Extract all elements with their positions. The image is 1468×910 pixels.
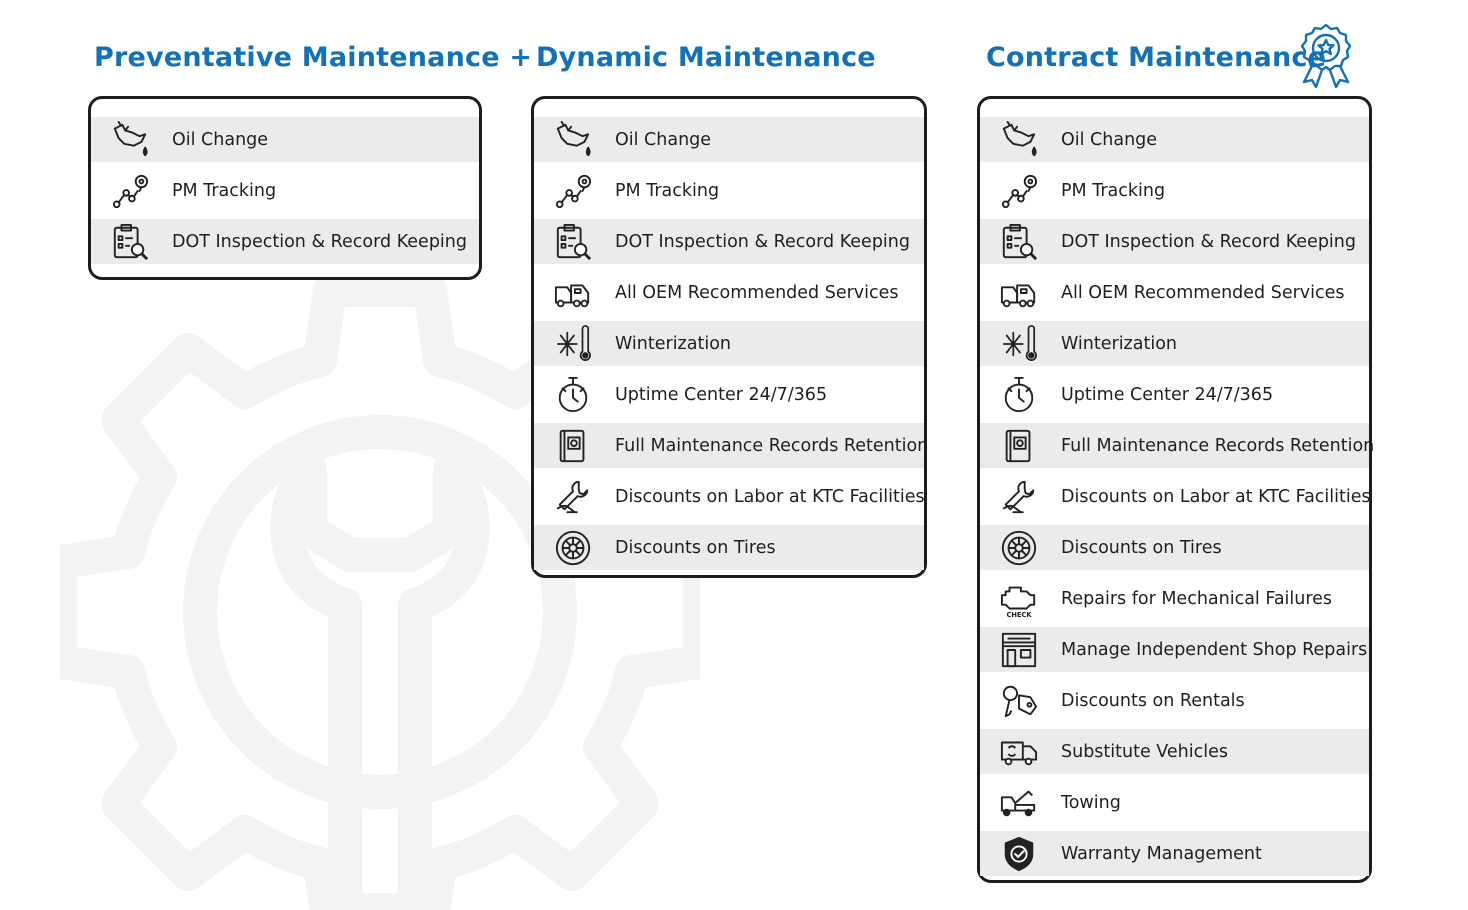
- list-item-label: All OEM Recommended Services: [615, 282, 899, 303]
- oil-can-icon: [1000, 121, 1038, 159]
- list-item: [980, 117, 1369, 162]
- oil-can-icon: [554, 121, 592, 159]
- list-item-label: Oil Change: [172, 129, 269, 150]
- tire-icon: [554, 529, 592, 567]
- plan-panel-dynamic: [531, 96, 927, 578]
- clipboard-search-icon: [111, 223, 149, 261]
- plan-title-contract: Contract Maintenance: [986, 42, 1327, 73]
- list-item-label: Discounts on Rentals: [1061, 690, 1245, 711]
- list-item-label: Winterization: [615, 333, 731, 354]
- list-item: [534, 525, 924, 570]
- list-item-label: Uptime Center 24/7/365: [1061, 384, 1274, 405]
- award-ribbon-icon: [1292, 22, 1360, 90]
- list-item: [534, 168, 924, 213]
- plan-title-preventative: Preventative Maintenance +: [94, 42, 533, 73]
- shield-check-icon: [1000, 835, 1038, 873]
- list-item-label: DOT Inspection & Record Keeping: [172, 231, 467, 252]
- route-pin-icon: [111, 172, 149, 210]
- shop-icon: [1000, 631, 1038, 669]
- stopwatch-icon: [554, 376, 592, 414]
- records-book-icon: [1000, 427, 1038, 465]
- list-item-label: Manage Independent Shop Repairs: [1061, 639, 1368, 660]
- route-pin-icon: [554, 172, 592, 210]
- list-item-label: DOT Inspection & Record Keeping: [1061, 231, 1356, 252]
- list-item: [980, 474, 1369, 519]
- list-item-label: All OEM Recommended Services: [1061, 282, 1345, 303]
- list-item: [534, 117, 924, 162]
- plan-panel-contract: [977, 96, 1375, 883]
- list-item-label: Oil Change: [1061, 129, 1158, 150]
- plan-panel-preventative: [88, 96, 482, 280]
- stopwatch-icon: [1000, 376, 1038, 414]
- list-item: [980, 372, 1369, 417]
- list-item-label: Oil Change: [615, 129, 712, 150]
- list-item: [534, 321, 924, 366]
- list-item-label: Uptime Center 24/7/365: [615, 384, 828, 405]
- list-item: [980, 270, 1369, 315]
- list-item-label: Discounts on Labor at KTC Facilities: [615, 486, 925, 507]
- list-item: [91, 117, 479, 162]
- clipboard-search-icon: [554, 223, 592, 261]
- snowflake-thermometer-icon: [554, 325, 592, 363]
- list-item-label: Discounts on Tires: [615, 537, 776, 558]
- snowflake-thermometer-icon: [1000, 325, 1038, 363]
- tire-icon: [1000, 529, 1038, 567]
- list-item-label: Winterization: [1061, 333, 1177, 354]
- van-swap-icon: [1000, 733, 1038, 771]
- list-item-label: PM Tracking: [172, 180, 277, 201]
- list-item-label: Discounts on Labor at KTC Facilities: [1061, 486, 1371, 507]
- list-item-label: PM Tracking: [615, 180, 720, 201]
- list-item: [980, 423, 1375, 468]
- trucks-icon: [554, 274, 592, 312]
- list-item-label: Substitute Vehicles: [1061, 741, 1228, 762]
- list-item-label: Full Maintenance Records Retention: [1061, 435, 1375, 456]
- list-item: [534, 423, 929, 468]
- list-item: [980, 729, 1369, 774]
- wrench-hand-icon: [554, 478, 592, 516]
- list-item: [980, 576, 1369, 621]
- key-tag-icon: [1000, 682, 1038, 720]
- list-item: [91, 219, 479, 264]
- check-engine-icon: [1000, 580, 1038, 618]
- wrench-hand-icon: [1000, 478, 1038, 516]
- list-item-label: PM Tracking: [1061, 180, 1166, 201]
- list-item: [980, 678, 1369, 723]
- list-item-label: Repairs for Mechanical Failures: [1061, 588, 1333, 609]
- clipboard-search-icon: [1000, 223, 1038, 261]
- list-item: [980, 168, 1369, 213]
- list-item-label: Full Maintenance Records Retention: [615, 435, 929, 456]
- list-item-label: Towing: [1061, 792, 1121, 813]
- list-item: [980, 321, 1369, 366]
- list-item-label: DOT Inspection & Record Keeping: [615, 231, 910, 252]
- plan-title-dynamic: Dynamic Maintenance: [536, 42, 876, 73]
- list-item: [534, 270, 924, 315]
- list-item: [980, 780, 1369, 825]
- trucks-icon: [1000, 274, 1038, 312]
- list-item: [980, 831, 1369, 876]
- list-item-label: Discounts on Tires: [1061, 537, 1222, 558]
- svg-text:CHECK: CHECK: [1006, 610, 1032, 618]
- route-pin-icon: [1000, 172, 1038, 210]
- list-item: [534, 219, 924, 264]
- tow-truck-icon: [1000, 784, 1038, 822]
- records-book-icon: [554, 427, 592, 465]
- list-item: [91, 168, 479, 213]
- list-item-label: Warranty Management: [1061, 843, 1262, 864]
- list-item: [534, 372, 924, 417]
- list-item: [980, 525, 1369, 570]
- oil-can-icon: [111, 121, 149, 159]
- list-item: [534, 474, 924, 519]
- list-item: [980, 627, 1369, 672]
- list-item: [980, 219, 1369, 264]
